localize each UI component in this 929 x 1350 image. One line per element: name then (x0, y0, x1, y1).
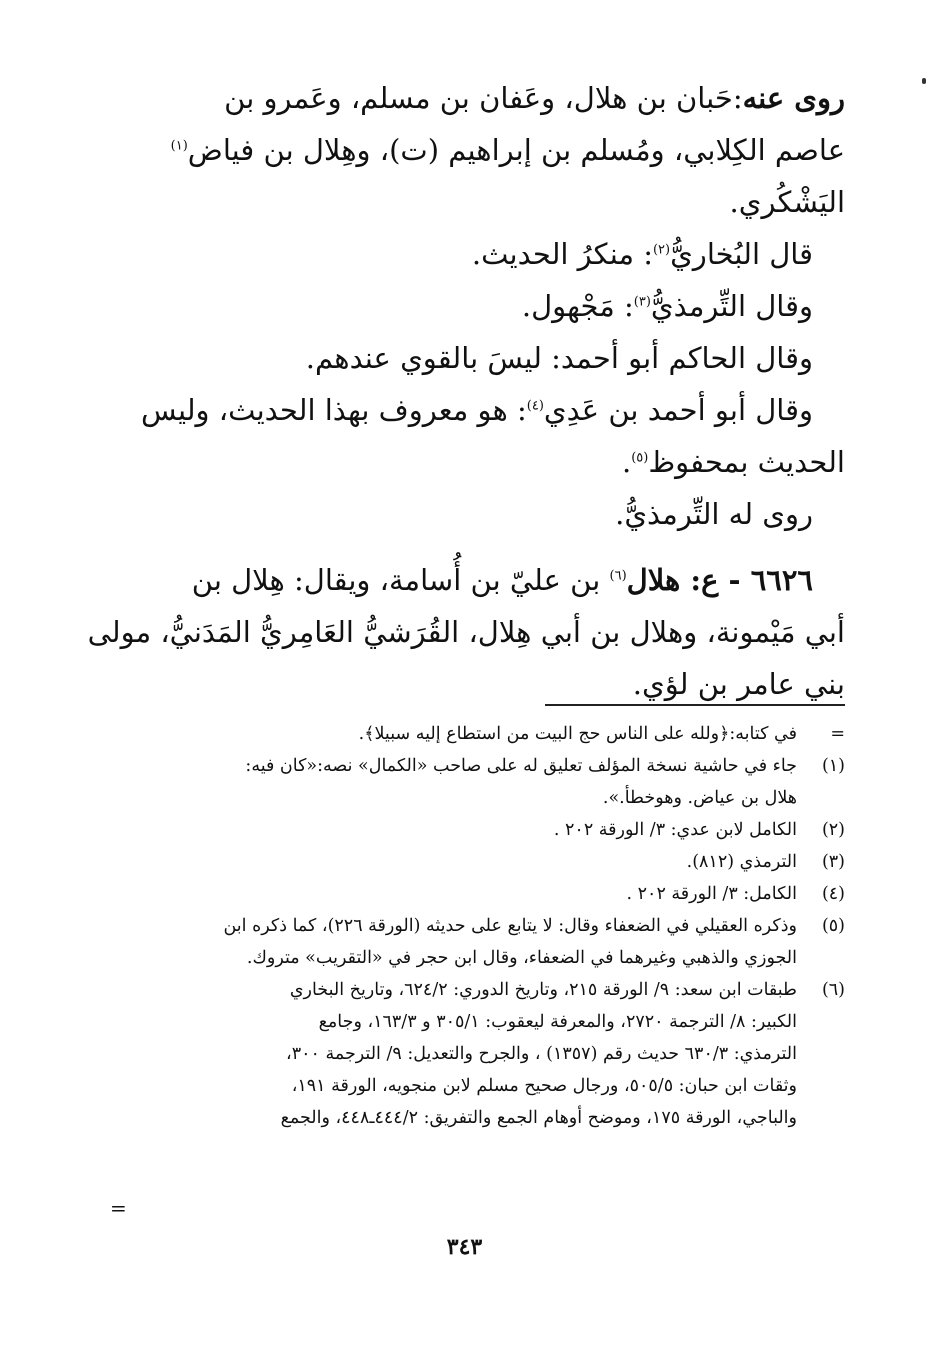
margin-mark (922, 78, 926, 84)
footnote-6: (٦) طبقات ابن سعد: ٩/ الورقة ٢١٥، وتاريخ الدوري: ٦٢٤/٢، وتاريخ البخاري الكبير: ٨/ الترجمة ٢٧٢٠، والمعرفة ليعقوب: ٣٠٥/١ و ١٦٣/٣، وجامع الترمذي: ٦٣٠/٣ حديث رقم (١٣٥٧) ، والجرح والتعديل: ٩/ الترجمة ٣٠٠، وثقات ابن حبان: ٥٠٥/٥، ورجال صحيح مسلم لابن منجويه، الورقة ١٩١، والباجي، الورقة ١٧٥، وموضح أوهام الجمع والتفريق: ٤٤٤/٢ـ٤٤٨، والجمع (280, 980, 845, 1128)
footnote-ref-3: (٣) (633, 294, 651, 310)
footnote-ref-6: (٦) (609, 568, 627, 584)
main-text (87, 72, 845, 710)
continuation-mark: = (110, 1196, 127, 1220)
footnote-ref-4: (٤) (526, 398, 544, 414)
narrators-line-1: روى عنه:حَبان بن هلال، وعَفان بن مسلم، وعَمرو بن (224, 81, 845, 115)
narrated-by-tirmidhi: روى له التِّرمذيُّ. (615, 497, 813, 531)
bukhari-statement: قال البُخاريُّ$^{(٢)}$: منكرُ الحديث. (471, 237, 813, 271)
footnote-ref-5: (٥) (631, 450, 649, 466)
footnote-4: (٤) الكامل: ٣/ الورقة ٢٠٢ . (626, 884, 845, 904)
ibn-adi-statement-cont: الحديث بمحفوظ$^{(٥)}$. (622, 445, 845, 479)
footnote-5: (٥) وذكره العقيلي في الضعفاء وقال: لا يتابع على حديثه (الورقة ٢٢٦)، كما ذكره ابن الجوزي والذهبي وغيرهما في الضعفاء، وقال ابن حجر في «التقريب» متروك. (223, 916, 845, 968)
narrated-from-label: روى عنه (742, 81, 845, 115)
narrators-line-3: اليَشْكُري. (729, 185, 845, 219)
tirmidhi-statement: وقال التِّرمذيُّ$^{(٣)}$: مَجْهول. (521, 289, 813, 323)
entry-6626 (87, 554, 845, 710)
footnote-ref-2: (٢) (652, 242, 671, 258)
entry-line-1: ٦٦٢٦ - ع: هلال$^{(٦)}$ بن عليّ بن أُسامة، ويقال: هِلال بن (191, 563, 813, 597)
narrators-line-2: عاصم الكِلابي، ومُسلم بن إبراهيم (ت)، وهِلال بن فياض$^{(١)}$ (170, 133, 845, 167)
page-number: ٣٤٣ (446, 1234, 483, 1260)
footnote-2: (٢) الكامل لابن عدي: ٣/ الورقة ٢٠٢ . (553, 820, 845, 840)
footnote-separator (545, 704, 845, 706)
entry-line-3: بني عامر بن لؤي. (632, 667, 845, 701)
footnote-1: (١) جاء في حاشية نسخة المؤلف تعليق له على صاحب «الكمال» نصه:«كان فيه: هلال بن عياض. وهوخطأ.». (245, 756, 845, 808)
footnotes (140, 718, 845, 1134)
hakim-statement: وقال الحاكم أبو أحمد: ليسَ بالقوي عندهم. (305, 341, 813, 375)
ibn-adi-statement: وقال أبو أحمد بن عَدِي$^{(٤)}$: هو معروف بهذا الحديث، وليس (140, 393, 813, 427)
footnote-3: (٣) الترمذي (٨١٢). (686, 852, 845, 872)
entry-number: ٦٦٢٦ - ع: هلال (626, 563, 813, 597)
footnote-cont: = في كتابه:﴿ولله على الناس حج البيت من استطاع إليه سبيلا﴾. (358, 724, 845, 744)
footnote-ref-1: (١) (170, 138, 188, 154)
entry-line-2: أبي مَيْمونة، وهلال بن أبي هِلال، القُرَشيُّ العَامِريُّ المَدَنيُّ، مولى (87, 615, 845, 649)
